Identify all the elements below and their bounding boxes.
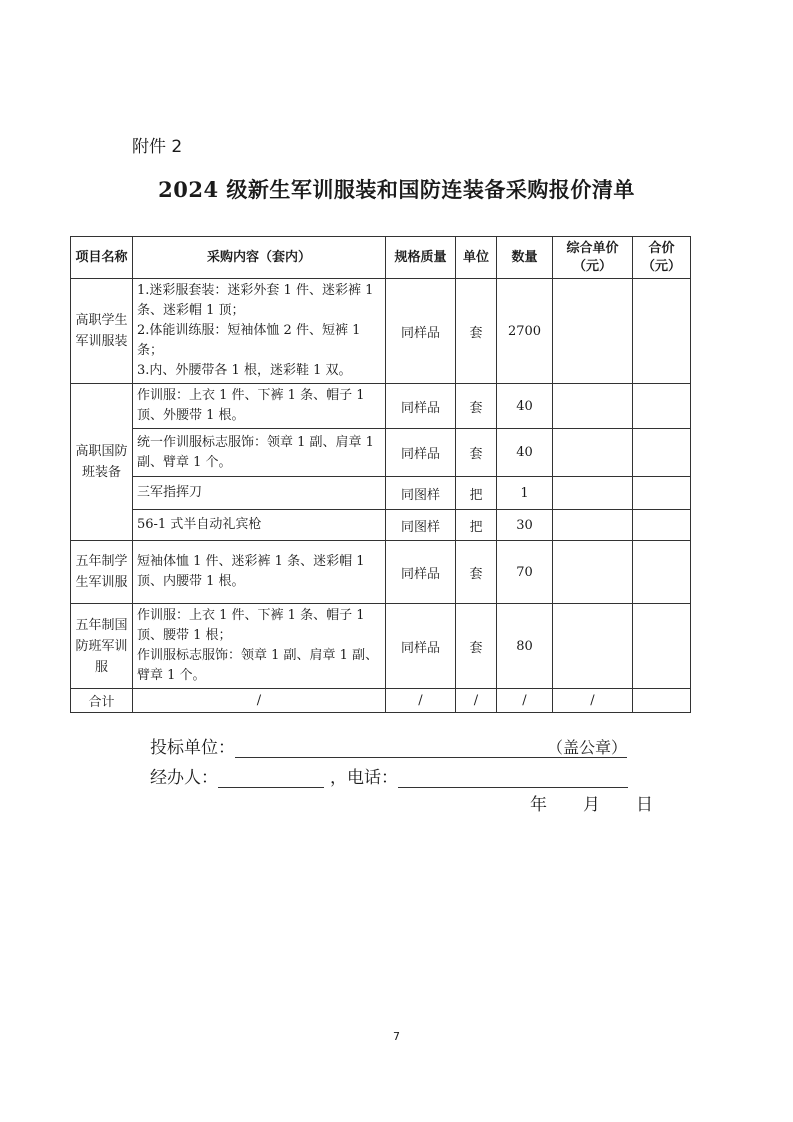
bidder-field[interactable] — [235, 741, 547, 758]
table-row — [71, 384, 691, 429]
content-cell — [133, 279, 386, 384]
unit-price-cell — [553, 604, 633, 689]
header-total-price: 合价（元） — [633, 237, 691, 279]
unit-cell: 把 — [456, 510, 497, 541]
project-name: 五年制学生军训服 — [71, 541, 133, 604]
content-cell: 56-1 式半自动礼宾枪 — [133, 510, 386, 541]
phone-field[interactable] — [398, 771, 628, 788]
page-number: 7 — [393, 1030, 400, 1043]
unit-price-cell — [553, 541, 633, 604]
quantity-cell: 40 — [497, 384, 553, 429]
unit-cell: 套 — [456, 279, 497, 384]
total-label: 合计 — [71, 689, 133, 713]
unit-cell: 套 — [456, 429, 497, 477]
header-content: 采购内容（套内） — [133, 237, 386, 279]
total-spec: / — [386, 689, 456, 713]
content-cell: 作训服：上衣 1 件、下裤 1 条、帽子 1 顶、外腰带 1 根。 — [133, 384, 386, 429]
spec-cell: 同样品 — [386, 541, 456, 604]
table-row — [71, 604, 691, 689]
total-price-cell — [633, 689, 691, 713]
content-line: 1.迷彩服套装：迷彩外套 1 件、迷彩裤 1 条、迷彩帽 1 顶； 2.体能训练服：短袖体恤 2 件、短裤 1 条； 3.内、外腰带各 1 根，迷彩鞋 1 双。 — [137, 283, 374, 378]
date-year: 年 — [530, 795, 547, 815]
table-row — [71, 279, 691, 384]
date-row — [530, 790, 653, 815]
date-month: 月 — [583, 795, 600, 815]
spec-cell: 同样品 — [386, 604, 456, 689]
quantity-cell: 30 — [497, 510, 553, 541]
header-project: 项目名称 — [71, 237, 133, 279]
unit-price-cell — [553, 429, 633, 477]
total-row — [71, 689, 691, 713]
quantity-cell: 1 — [497, 477, 553, 510]
page-title: 2024 级新生军训服装和国防连装备采购报价清单 — [158, 177, 635, 202]
total-price-cell — [633, 279, 691, 384]
handler-field[interactable] — [218, 771, 324, 788]
spec-cell: 同样品 — [386, 384, 456, 429]
spec-cell: 同样品 — [386, 429, 456, 477]
total-quantity: / — [497, 689, 553, 713]
total-price-cell — [633, 384, 691, 429]
project-name: 高职国防班装备 — [71, 384, 133, 541]
unit-price-cell — [553, 384, 633, 429]
unit-price-cell — [553, 510, 633, 541]
quantity-cell: 70 — [497, 541, 553, 604]
content-cell: 短袖体恤 1 件、迷彩裤 1 条、迷彩帽 1 顶、内腰带 1 根。 — [133, 541, 386, 604]
spec-cell: 同图样 — [386, 477, 456, 510]
unit-cell: 套 — [456, 604, 497, 689]
table-row — [71, 510, 691, 541]
project-name: 高职学生军训服装 — [71, 279, 133, 384]
project-name: 五年制国防班军训服 — [71, 604, 133, 689]
header-unit-price: 综合单价（元） — [553, 237, 633, 279]
table-row — [71, 429, 691, 477]
bidder-label: 投标单位： — [150, 738, 235, 758]
attachment-label: 附件 2 — [132, 137, 183, 157]
quantity-cell: 2700 — [497, 279, 553, 384]
total-content: / — [133, 689, 386, 713]
quantity-cell: 40 — [497, 429, 553, 477]
phone-label: ，电话： — [330, 768, 398, 788]
unit-cell: 套 — [456, 384, 497, 429]
total-unit-price: / — [553, 689, 633, 713]
handler-row — [150, 763, 628, 788]
content-cell: 统一作训服标志服饰：领章 1 副、肩章 1 副、臂章 1 个。 — [133, 429, 386, 477]
date-day: 日 — [636, 795, 653, 815]
total-price-cell — [633, 541, 691, 604]
content-cell: 三军指挥刀 — [133, 477, 386, 510]
table-row — [71, 541, 691, 604]
unit-price-cell — [553, 279, 633, 384]
table-row — [71, 477, 691, 510]
quote-table — [70, 236, 691, 713]
quantity-cell: 80 — [497, 604, 553, 689]
unit-cell: 把 — [456, 477, 497, 510]
header-unit: 单位 — [456, 237, 497, 279]
total-price-cell — [633, 604, 691, 689]
handler-label: 经办人： — [150, 768, 218, 788]
total-price-cell — [633, 477, 691, 510]
seal-note: （盖公章） — [547, 738, 628, 757]
spec-cell: 同样品 — [386, 279, 456, 384]
content-cell — [133, 604, 386, 689]
unit-cell: 套 — [456, 541, 497, 604]
bidder-row — [150, 733, 627, 758]
table-header-row — [71, 237, 691, 279]
header-spec: 规格质量 — [386, 237, 456, 279]
total-price-cell — [633, 429, 691, 477]
total-price-cell — [633, 510, 691, 541]
content-line: 作训服：上衣 1 件、下裤 1 条、帽子 1 顶、腰带 1 根； 作训服标志服饰：领章 1 副、肩章 1 副、臂章 1 个。 — [137, 608, 379, 683]
header-quantity: 数量 — [497, 237, 553, 279]
unit-price-cell — [553, 477, 633, 510]
spec-cell: 同图样 — [386, 510, 456, 541]
total-unit: / — [456, 689, 497, 713]
